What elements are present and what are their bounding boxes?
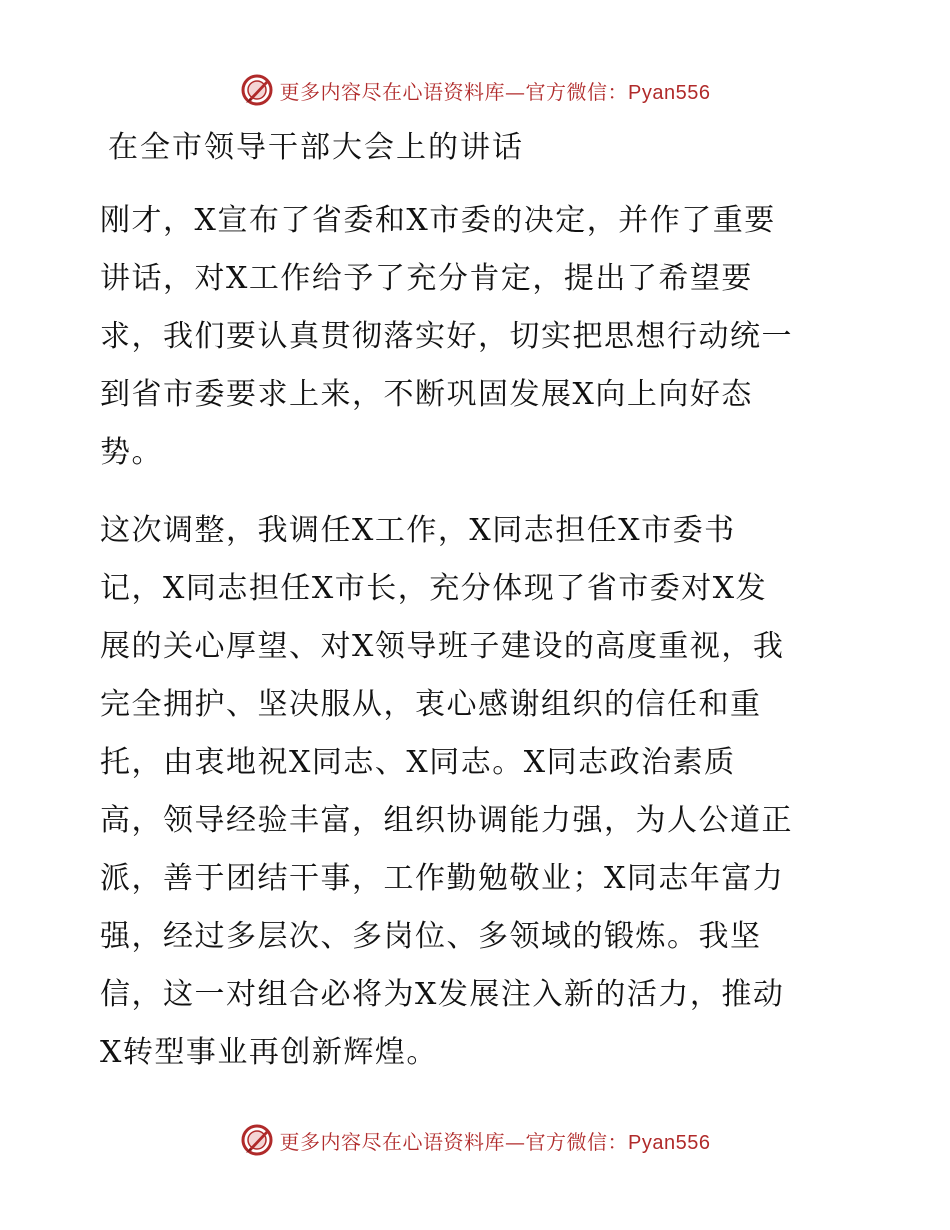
- footer-official-label: 官方微信：: [525, 1129, 629, 1154]
- header-official-label: 官方微信：: [525, 79, 629, 104]
- header-brand-text: 更多内容尽在心语资料库: [279, 79, 506, 104]
- paragraph-line: 信，这一对组合必将为X发展注入新的活力，推动: [100, 977, 785, 1012]
- footer-wechat-id: Pyan556: [628, 1131, 711, 1154]
- paragraph-2: [100, 502, 860, 1082]
- footer-separator: —: [505, 1129, 526, 1154]
- paragraph-line: 强，经过多层次、多岗位、多领域的锻炼。我坚: [100, 919, 762, 954]
- paragraph-line: 到省市委要求上来，不断巩固发展X向上向好态: [100, 377, 753, 412]
- header-watermark-inner: [240, 73, 711, 107]
- footer-watermark: [0, 1120, 950, 1160]
- paragraph-line: 讲话，对X工作给予了充分肯定，提出了希望要: [100, 261, 753, 296]
- paragraph-line: 派，善于团结干事，工作勤勉敬业；X同志年富力: [100, 861, 785, 896]
- paragraph-line: 托，由衷地祝X同志、X同志。X同志政治素质: [100, 745, 736, 780]
- footer-brand-text: 更多内容尽在心语资料库: [279, 1129, 506, 1154]
- paragraph-line: 刚才，X宣布了省委和X市委的决定，并作了重要: [100, 203, 776, 238]
- paragraph-line: 高，领导经验丰富，组织协调能力强，为人公道正: [100, 803, 793, 838]
- paragraph-1: [100, 192, 860, 482]
- paragraph-line: 求，我们要认真贯彻落实好，切实把思想行动统一: [100, 319, 793, 354]
- header-wechat-id: Pyan556: [628, 81, 711, 104]
- paragraph-line: 势。: [100, 435, 163, 470]
- quill-seal-icon: [240, 73, 274, 107]
- footer-watermark-inner: [240, 1123, 711, 1157]
- header-separator: —: [505, 79, 526, 104]
- paragraph-line: 完全拥护、坚决服从，衷心感谢组织的信任和重: [100, 687, 762, 722]
- header-watermark-text: [280, 76, 711, 105]
- paragraph-line: 展的关心厚望、对X领导班子建设的高度重视，我: [100, 629, 785, 664]
- quill-seal-icon: [240, 1123, 274, 1157]
- paragraph-line: 记，X同志担任X市长，充分体现了省市委对X发: [100, 571, 768, 606]
- paragraph-line: X转型事业再创新辉煌。: [100, 1035, 438, 1070]
- header-watermark: [0, 70, 950, 110]
- paragraph-line: 这次调整，我调任X工作，X同志担任X市委书: [100, 513, 736, 548]
- footer-watermark-text: [280, 1126, 711, 1155]
- document-title: 在全市领导干部大会上的讲话: [108, 130, 524, 165]
